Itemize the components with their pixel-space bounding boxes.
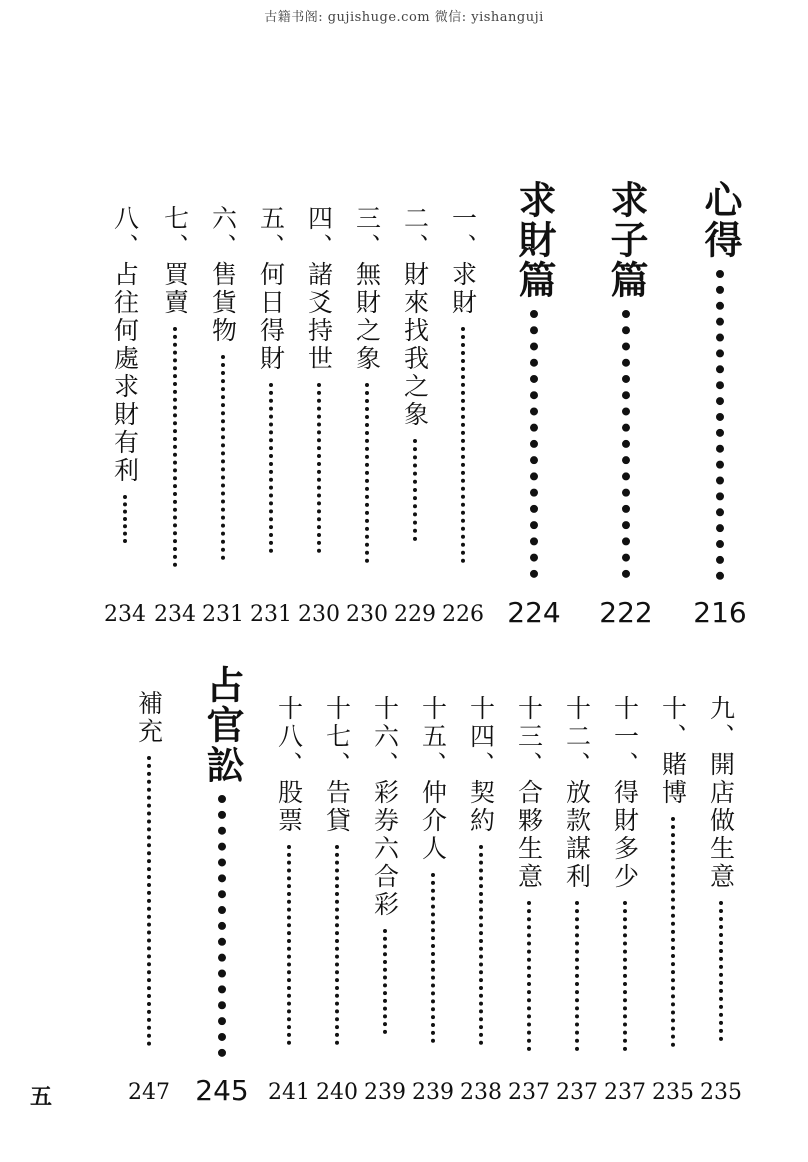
entry-text: 十一、得財多少 bbox=[610, 695, 640, 891]
entry-text: 十二、放款謀利 bbox=[562, 695, 592, 891]
leader-dots bbox=[530, 310, 538, 578]
page-number: 235 bbox=[700, 1080, 742, 1105]
leader-dots bbox=[365, 383, 369, 563]
page-number: 239 bbox=[364, 1080, 406, 1105]
page-number: 241 bbox=[268, 1080, 310, 1105]
toc-entry-supplement[interactable] bbox=[132, 690, 166, 1046]
title-text: 占官訟 bbox=[200, 665, 244, 785]
leader-dots bbox=[218, 795, 226, 1057]
leader-dots bbox=[123, 495, 127, 543]
entry-text: 補充 bbox=[134, 690, 164, 746]
entry-text: 七、買賣 bbox=[160, 205, 190, 317]
toc-entry-10[interactable] bbox=[656, 695, 690, 1047]
leader-dots bbox=[431, 873, 435, 1043]
page-number: 231 bbox=[250, 602, 292, 627]
leader-dots bbox=[623, 901, 627, 1051]
entry-text: 十六、彩券六合彩 bbox=[370, 695, 400, 919]
entry-text: 六、售貨物 bbox=[208, 205, 238, 345]
leader-dots bbox=[317, 383, 321, 553]
toc-entry-7[interactable] bbox=[158, 205, 192, 567]
title-text: 求子篇 bbox=[604, 180, 648, 300]
page-number: 230 bbox=[298, 602, 340, 627]
page-number: 237 bbox=[604, 1080, 646, 1105]
toc-entry-14[interactable] bbox=[464, 695, 498, 1045]
page-number: 247 bbox=[128, 1080, 170, 1105]
toc-entry-12[interactable] bbox=[560, 695, 594, 1051]
toc-entry-9[interactable] bbox=[704, 695, 738, 1041]
leader-dots bbox=[622, 310, 630, 578]
leader-dots bbox=[527, 901, 531, 1051]
entry-text: 十八、股票 bbox=[274, 695, 304, 835]
toc-entry-5[interactable] bbox=[254, 205, 288, 553]
page-number: 239 bbox=[412, 1080, 454, 1105]
toc-entry-13[interactable] bbox=[512, 695, 546, 1051]
toc-title-qiucai[interactable] bbox=[508, 180, 560, 578]
page-number: 235 bbox=[652, 1080, 694, 1105]
entry-text: 十五、仲介人 bbox=[418, 695, 448, 863]
page-number: 230 bbox=[346, 602, 388, 627]
leader-dots bbox=[221, 355, 225, 560]
leader-dots bbox=[383, 929, 387, 1034]
page-number: 231 bbox=[202, 602, 244, 627]
toc-entry-16[interactable] bbox=[368, 695, 402, 1034]
page-number: 240 bbox=[316, 1080, 358, 1105]
toc-title-xinde[interactable] bbox=[694, 180, 746, 580]
page-number: 234 bbox=[154, 602, 196, 627]
page-number: 245 bbox=[195, 1074, 249, 1107]
entry-text: 五、何日得財 bbox=[256, 205, 286, 373]
leader-dots bbox=[173, 327, 177, 567]
entry-text: 一、求財 bbox=[448, 205, 478, 317]
title-text: 求財篇 bbox=[512, 180, 556, 300]
leader-dots bbox=[269, 383, 273, 553]
entry-text: 九、開店做生意 bbox=[706, 695, 736, 891]
toc-entry-2[interactable] bbox=[398, 205, 432, 541]
leader-dots bbox=[716, 270, 724, 580]
toc-entry-1[interactable] bbox=[446, 205, 480, 563]
toc-title-zhanguansong[interactable] bbox=[196, 665, 248, 1057]
page-number: 237 bbox=[508, 1080, 550, 1105]
toc-entry-11[interactable] bbox=[608, 695, 642, 1051]
toc-entry-15[interactable] bbox=[416, 695, 450, 1043]
entry-text: 二、財來找我之象 bbox=[400, 205, 430, 429]
page-number: 234 bbox=[104, 602, 146, 627]
leader-dots bbox=[287, 845, 291, 1045]
page-number: 237 bbox=[556, 1080, 598, 1105]
entry-text: 十、賭博 bbox=[658, 695, 688, 807]
entry-text: 十四、契約 bbox=[466, 695, 496, 835]
entry-text: 十三、合夥生意 bbox=[514, 695, 544, 891]
leader-dots bbox=[719, 901, 723, 1041]
entry-text: 八、占往何處求財有利 bbox=[110, 205, 140, 485]
toc-entry-6[interactable] bbox=[206, 205, 240, 560]
leader-dots bbox=[479, 845, 483, 1045]
folio-page-number: 五 bbox=[30, 1084, 53, 1110]
toc-entry-17[interactable] bbox=[320, 695, 354, 1045]
leader-dots bbox=[147, 756, 151, 1046]
leader-dots bbox=[413, 439, 417, 541]
leader-dots bbox=[335, 845, 339, 1045]
entry-text: 四、諸爻持世 bbox=[304, 205, 334, 373]
page-number: 222 bbox=[599, 596, 653, 629]
entry-text: 十七、告貸 bbox=[322, 695, 352, 835]
page-number: 226 bbox=[442, 602, 484, 627]
page-number: 229 bbox=[394, 602, 436, 627]
toc-entry-3[interactable] bbox=[350, 205, 384, 563]
entry-text: 三、無財之象 bbox=[352, 205, 382, 373]
toc-entry-18[interactable] bbox=[272, 695, 306, 1045]
leader-dots bbox=[575, 901, 579, 1051]
page-number: 216 bbox=[693, 596, 747, 629]
page-number: 238 bbox=[460, 1080, 502, 1105]
leader-dots bbox=[671, 817, 675, 1047]
title-text: 心得 bbox=[698, 180, 742, 260]
toc-entry-4[interactable] bbox=[302, 205, 336, 553]
watermark: 古籍书阁: gujishuge.com 微信: yishanguji bbox=[264, 10, 544, 25]
toc-title-qiuzi[interactable] bbox=[600, 180, 652, 578]
toc-entry-8[interactable] bbox=[108, 205, 142, 543]
leader-dots bbox=[461, 327, 465, 563]
page-number: 224 bbox=[507, 596, 561, 629]
